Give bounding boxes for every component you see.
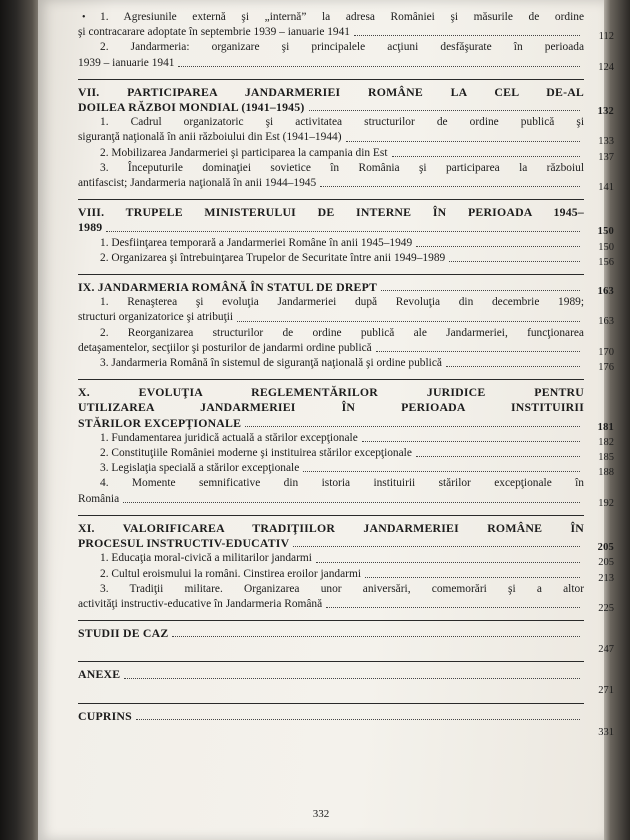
chapter-title: STUDII DE CAZ — [78, 626, 584, 641]
toc-entry: 3. Tradiţii militare. Organizarea unor aniversări, comemorări şi a altor — [100, 582, 584, 595]
toc-entry: structuri organizatorice şi atribuţii 163 — [78, 310, 584, 325]
section-divider — [78, 703, 584, 704]
chapter-title: STĂRILOR EXCEPŢIONALE 181 — [78, 416, 584, 431]
toc-entry: 2. Reorganizarea structurilor de ordine publică ale Jandarmeriei, funcţionarea — [100, 326, 584, 339]
chapter-title: PROCESUL INSTRUCTIV-EDUCATIV 205 — [78, 536, 584, 551]
page-ref: 170 — [598, 346, 614, 358]
section-divider — [78, 199, 584, 200]
section-divider — [78, 79, 584, 80]
page-number: 332 — [312, 808, 330, 820]
toc-entry: 1. Renaşterea şi evoluţia Jandarmeriei după Revoluţia din decembrie 1989; — [100, 296, 584, 309]
section-divider — [78, 661, 584, 662]
page-ref: 156 — [598, 256, 614, 268]
toc-entry — [78, 683, 614, 697]
page-ref: 271 — [598, 685, 614, 697]
chapter-title: X. EVOLUŢIA REGLEMENTĂRILOR JURIDICE PENTRU — [78, 385, 584, 400]
page-ref: 247 — [598, 644, 614, 656]
toc-entry: antifascist; Jandarmeria naţională în anii 1944–1945 141 — [78, 176, 584, 191]
page-ref: 141 — [598, 182, 614, 194]
toc-entry: 3. Începuturile dominaţiei sovietice în România şi participarea la războiul — [100, 161, 584, 174]
toc-entry — [78, 641, 614, 656]
corner-mark: • — [82, 12, 86, 23]
page-ref: 150 — [597, 226, 614, 238]
page-ref: 112 — [598, 31, 614, 43]
section-divider — [78, 620, 584, 621]
toc-entry: 4. Momente semnificative din istoria instituirii stărilor excepţionale în — [100, 477, 584, 490]
toc-entry: 1. Agresiunile externă şi „internă” la adresa României şi măsurile de ordine — [100, 11, 584, 23]
toc-entry: 1. Fundamentarea juridică actuală a stărilor excepţionale 182 — [78, 431, 584, 446]
chapter-title: XI. VALORIFICAREA TRADIŢIILOR JANDARMERIEI ROMÂNE ÎN — [78, 520, 584, 535]
page-ref: 163 — [598, 316, 614, 328]
toc-entry: 2. Constituţiile României moderne şi instituirea stărilor excepţionale 185 — [78, 446, 584, 461]
chapter-title: VII. PARTICIPAREA JANDARMERIEI ROMÂNE LA CEL DE-AL — [78, 84, 584, 99]
toc-entry: 3. Legislaţia specială a stărilor excepţionale 188 — [78, 461, 584, 476]
toc-entry: 1. Cadrul organizatoric şi activitatea structurilor de ordine publică şi — [100, 116, 584, 129]
page-ref: 205 — [598, 557, 614, 569]
chapter-title: 1989 150 — [78, 220, 584, 235]
page-ref: 185 — [598, 452, 614, 464]
chapter-title: VIII. TRUPELE MINISTERULUI DE INTERNE ÎN PERIOADA 1945– — [78, 205, 584, 220]
toc-entry: activităţi instructiv-educative în Jandarmeria Română 225 — [78, 597, 584, 612]
page-ref: 205 — [597, 542, 614, 554]
toc-entry: detaşamentelor, secţiilor şi posturilor de jandarmi ordine publică 170 — [78, 341, 584, 356]
toc-entry: 2. Cultul eroismului la români. Cinstirea eroilor jandarmi 213 — [78, 567, 584, 582]
toc-entry: 1939 – ianuarie 1941 124 — [78, 56, 584, 71]
page-ref: 331 — [598, 726, 614, 738]
toc-entry: 2. Organizarea şi întrebuinţarea Trupelor de Securitate între anii 1949–1989 156 — [78, 251, 584, 266]
book-spine-shadow — [0, 0, 40, 840]
page-ref: 176 — [598, 362, 614, 374]
toc-entry: 1. Desfiinţarea temporară a Jandarmeriei Române în anii 1945–1949 150 — [78, 236, 584, 251]
page-ref: 225 — [598, 602, 614, 614]
toc-entry: şi contracarare adoptate în septembrie 1939 – ianuarie 1941 112 — [78, 25, 584, 40]
page-ref: 133 — [598, 136, 614, 148]
chapter-title: UTILIZAREA JANDARMERIEI ÎN PERIOADA INSTITUIRII — [78, 400, 584, 415]
chapter-title: DOILEA RĂZBOI MONDIAL (1941–1945) 132 — [78, 100, 584, 115]
section-divider — [78, 515, 584, 516]
toc-entry: 3. Jandarmeria Română în sistemul de siguranţă naţională şi ordine publică 176 — [78, 356, 584, 371]
book-page — [38, 0, 614, 840]
toc-entry: 2. Mobilizarea Jandarmeriei şi participarea la campania din Est 137 — [78, 146, 584, 161]
toc-entry: 2. Jandarmeria: organizare şi principalele acţiuni desfăşurate în perioada — [100, 41, 584, 54]
section-divider — [78, 379, 584, 380]
page-ref: 124 — [598, 61, 614, 73]
toc-entry: siguranţă naţională în anii războiului din Est (1941–1944) 133 — [78, 130, 584, 145]
page-ref: 181 — [597, 421, 614, 433]
page-ref: 188 — [598, 467, 614, 479]
page-ref: 192 — [598, 497, 614, 509]
toc-entry: 1. Educaţia moral-civică a militarilor jandarmi 205 — [78, 551, 584, 566]
table-of-contents — [78, 10, 614, 738]
page-ref: 213 — [598, 572, 614, 584]
chapter-title: ANEXE — [78, 667, 584, 682]
section-divider — [78, 274, 584, 275]
page-ref: 182 — [598, 436, 614, 448]
toc-entry: România 192 — [78, 492, 584, 507]
page-ref: 163 — [597, 286, 614, 298]
page-ref: 137 — [598, 151, 614, 163]
toc-entry — [78, 724, 614, 738]
chapter-title: IX. JANDARMERIA ROMÂNĂ ÎN STATUL DE DREPT 163 — [78, 280, 584, 295]
page-ref: 150 — [598, 241, 614, 253]
chapter-title: CUPRINS — [78, 709, 584, 724]
page-ref: 132 — [597, 106, 614, 118]
